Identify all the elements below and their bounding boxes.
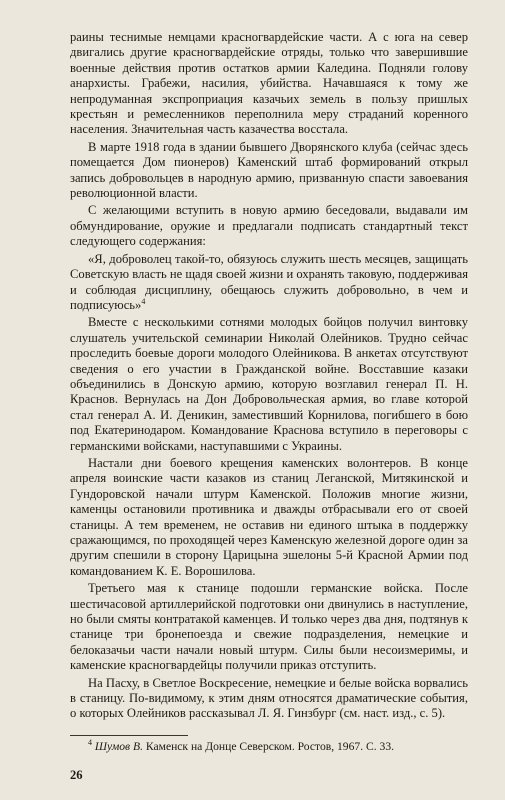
paragraph-5: Вместе с несколькими сотнями молодых бойцов получил винтовку слушатель учительской семинарии Николай Олейников. Трудно сейчас проследить боевые дороги молодого Олейникова. В анкетах отсутствуют сведения о его участии в Гражданской войне. Восставшие казаки объединились в Донскую армию, которую возглавил генерал П. Н. Краснов. Вернулась на Дон Добровольческая армия, во главе которой стал генерал А. И. Деникин, заместивший Корнилова, погибшего в бою под Екатеринодаром. Командование Краснова вступило в переговоры с германскими войсками, наступавшими с Украины. (70, 315, 468, 453)
paragraph-2: В марте 1918 года в здании бывшего Дворянского клуба (сейчас здесь помещается Дом пионеров) Каменский штаб формирований открыл запись добровольцев в народную армию, призванную спасти завоевания революционной власти. (70, 139, 468, 201)
footnote-divider (70, 735, 188, 736)
quote-text: «Я, доброволец такой-то, обязуюсь служить шесть месяцев, защищать Советскую власть не щадя своей жизни и охранять таковую, поддерживая и соблюдая дисциплину, обещаюсь служить добровольно, в чем и подписуюсь» (70, 251, 468, 312)
paragraph-quote (70, 252, 468, 314)
paragraph-6: Настали дни боевого крещения каменских волонтеров. В конце апреля воинские части казаков из станиц Леганской, Митякинской и Гундоровской начали штурм Каменской. Положив многие жизни, каменцы остановили противника и дважды отбрасывали его от своей станицы. А тем временем, не оставив ни единого штыка в поддержку сражающимся, по проходящей через Каменскую железной дороге один за другим спешили в сторону Царицына эшелоны 5-й Красной Армии под командованием К. Е. Ворошилова. (70, 455, 468, 578)
paragraph-8: На Пасху, в Светлое Воскресение, немецкие и белые войска ворвались в станицу. По-видимому, к этим дням относятся драматические события, о которых Олейников рассказывал Л. Я. Гинзбург (см. наст. изд., с. 5). (70, 675, 468, 721)
page-number: 26 (70, 768, 83, 782)
footnote-author: Шумов В. (94, 740, 143, 753)
footnote-reference: 4 (141, 296, 146, 306)
footnote-text: Каменск на Донце Северском. Ростов, 1967. С. 33. (145, 740, 395, 753)
body-text (70, 30, 468, 724)
paragraph-7: Третьего мая к станице подошли германские войска. После шестичасовой артиллерийской подготовки они двинулись в наступление, но были смяты контратакой каменцев. И только через два дня, подтянув к станице три бронепоезда и свежие подразделения, немецкие и белоказачьи части начали новый штурм. Силы были несоизмеримы, и каменские красногвардейцы получили приказ отступить. (70, 581, 468, 673)
paragraph-3: С желающими вступить в новую армию беседовали, выдавали им обмундирование, оружие и предлагали подписать стандартный текст следующего содержания: (70, 203, 468, 249)
footnote-marker: 4 (88, 738, 92, 748)
paragraph-1: раины теснимые немцами красногвардейские части. А с юга на север двигались другие красногвардейские отряды, только что завершившие военные действия против остатков армии Каледина. Подняли голову анархисты. Грабежи, насилия, убийства. Начавшаяся к тому же непродуманная экспроприация казачьих земель в пользу пришлых крестьян и ремесленников переполнила меру страданий коренного населения. Значительная часть казачества восстала. (70, 30, 468, 137)
footnote (70, 740, 468, 754)
